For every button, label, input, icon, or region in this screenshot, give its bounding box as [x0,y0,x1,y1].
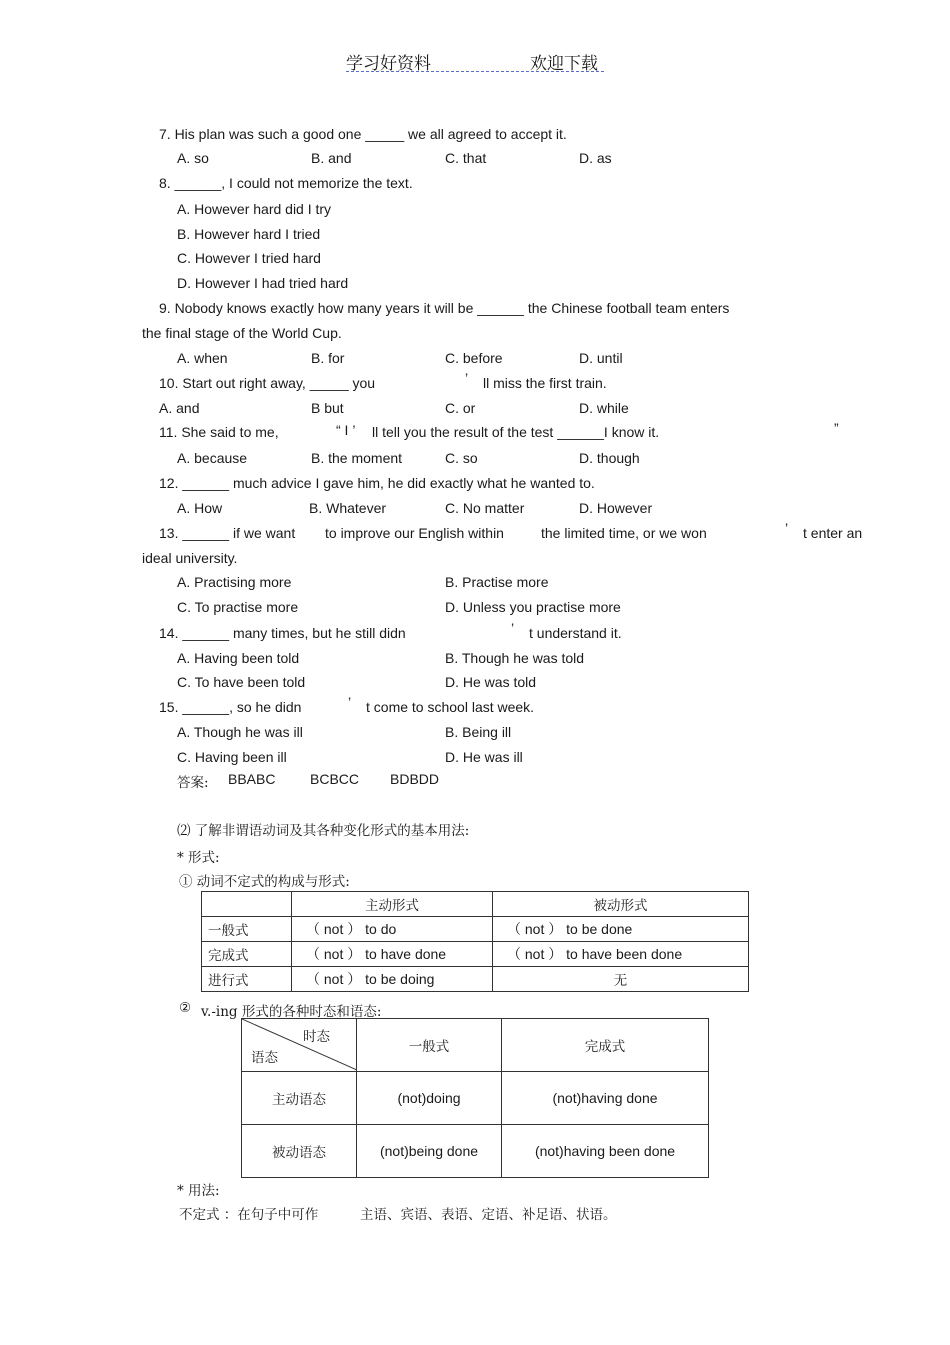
q7-stem: 7. His plan was such a good one _____ we all agreed to accept it. [159,126,567,142]
table-cell: （ not ） to be done [493,917,749,942]
q11-option-a: A. because [177,450,248,466]
table-cell: （ not ） to have done [292,942,493,967]
q7-option-c: C. that [445,150,487,166]
q11-option-b: B. the moment [311,450,403,466]
table-row-label: 完成式 [202,942,292,967]
table-header-perfect: 完成式 [502,1019,709,1072]
q11-quote-close: ” [834,420,839,436]
table-row-label: 一般式 [202,917,292,942]
q13-option-a: A. Practising more [177,574,292,590]
q10-option-d: D. while [579,400,629,416]
q9-option-b: B. for [311,350,345,366]
table-row-label: 被动语态 [242,1125,357,1178]
q10-option-b: B but [311,400,344,416]
table-row [202,892,749,917]
q12-option-a: A. How [177,500,223,516]
q15-apostrophe: ’ [348,694,352,710]
q14-option-c: C. To have been told [177,674,306,690]
table-row-label: 主动语态 [242,1072,357,1125]
table-cell: (not)having done [502,1072,709,1125]
q10-option-a: A. and [159,400,200,416]
q9-option-a: A. when [177,350,228,366]
q14-option-d: D. He was told [445,674,537,690]
usage-label: * 用法: [177,1183,220,1199]
q11-stem-part2: ll tell you the result of the test ______I know it. [372,424,660,440]
q13-option-c: C. To practise more [177,599,299,615]
section2-title: ⑵ 了解非谓语动词及其各种变化形式的基本用法: [177,823,470,839]
q13-stem-part2: to improve our English within [325,525,504,541]
q12-option-c: C. No matter [445,500,525,516]
answers-label: 答案: [177,775,209,791]
q7-option-d: D. as [579,150,612,166]
answers-group-2: BCBCC [310,771,360,787]
q10-stem-part1: 10. Start out right away, _____ you [159,375,376,391]
table-row [242,1072,709,1125]
usage-infinitive-lead: 不定式 ：在句子中可作 [179,1207,319,1223]
header-left-title: 学习好资料 [346,54,431,74]
q11-quote-open: “ I ’ [336,422,356,438]
table-cell: （ not ） to be doing [292,967,493,992]
q13-stem-part1: 13. ______ if we want [159,525,296,541]
diagonal-label-voice: 语态 [251,1050,278,1066]
q8-option-c: C. However I tried hard [177,250,321,266]
q15-option-c: C. Having been ill [177,749,287,765]
q14-stem-part1: 14. ______ many times, but he still didn [159,625,406,641]
table-header-active: 主动形式 [292,892,493,917]
infinitive-subtitle: ① 动词不定式的构成与形式: [179,874,350,890]
q14-option-a: A. Having been told [177,650,300,666]
q12-stem: 12. ______ much advice I gave him, he did exactly what he wanted to. [159,475,595,491]
q14-option-b: B. Though he was told [445,650,585,666]
q15-stem-part2: t come to school last week. [366,699,535,715]
q8-stem: 8. ______, I could not memorize the text. [159,175,413,191]
header-underline [346,71,604,72]
q8-option-b: B. However hard I tried [177,226,321,242]
header-right-title: 欢迎下载 [530,54,598,74]
answers-group-3: BDBDD [390,771,440,787]
ving-subtitle: v.-ing 形式的各种时态和语态: [201,1004,382,1020]
q10-option-c: C. or [445,400,476,416]
q10-apostrophe: ’ [465,370,469,386]
table-cell: (not)being done [357,1125,502,1178]
q7-option-a: A. so [177,150,209,166]
q9-option-d: D. until [579,350,623,366]
diagonal-label-tense: 时态 [303,1029,330,1045]
table-cell: (not)doing [357,1072,502,1125]
q15-option-d: D. He was ill [445,749,523,765]
table-row [202,917,749,942]
q9-stem-line1: 9. Nobody knows exactly how many years it will be ______ the Chinese football team enters [159,300,730,316]
table-header-passive: 被动形式 [493,892,749,917]
q13-apostrophe: ’ [785,520,789,536]
q7-option-b: B. and [311,150,352,166]
table-row-label: 进行式 [202,967,292,992]
ving-subtitle-number: ② [179,1000,192,1016]
q9-option-c: C. before [445,350,503,366]
diagonal-header-cell [242,1019,357,1072]
infinitive-forms-table [201,891,749,992]
q13-stem-part4: t enter an [803,525,863,541]
table-cell: (not)having been done [502,1125,709,1178]
table-row [202,942,749,967]
q11-option-d: D. though [579,450,640,466]
q15-stem-part1: 15. ______, so he didn [159,699,302,715]
q13-stem-part3: the limited time, or we won [541,525,707,541]
q11-option-c: C. so [445,450,478,466]
q13-stem-line2: ideal university. [142,550,238,566]
q15-option-b: B. Being ill [445,724,512,740]
table-cell: 无 [493,967,749,992]
q14-apostrophe: ’ [511,620,515,636]
q13-option-b: B. Practise more [445,574,549,590]
usage-infinitive-roles: 主语、宾语、表语、定语、补足语、状语。 [360,1207,617,1223]
answers-group-1: BBABC [228,771,276,787]
q13-option-d: D. Unless you practise more [445,599,621,615]
forms-label: * 形式: [177,850,220,866]
q12-option-d: D. However [579,500,653,516]
table-cell: （ not ） to have been done [493,942,749,967]
q9-stem-line2: the final stage of the World Cup. [142,325,342,341]
q10-stem-part2: ll miss the first train. [483,375,607,391]
q8-option-d: D. However I had tried hard [177,275,349,291]
table-row [202,967,749,992]
q11-stem-part1: 11. She said to me, [159,424,279,440]
ving-forms-table [241,1018,709,1178]
q12-option-b: B. Whatever [309,500,387,516]
table-row [242,1125,709,1178]
q8-option-a: A. However hard did I try [177,201,332,217]
table-cell: （ not ） to do [292,917,493,942]
q14-stem-part2: t understand it. [529,625,622,641]
table-header-simple: 一般式 [357,1019,502,1072]
table-row [242,1019,709,1072]
table-cell [202,892,292,917]
q15-option-a: A. Though he was ill [177,724,303,740]
